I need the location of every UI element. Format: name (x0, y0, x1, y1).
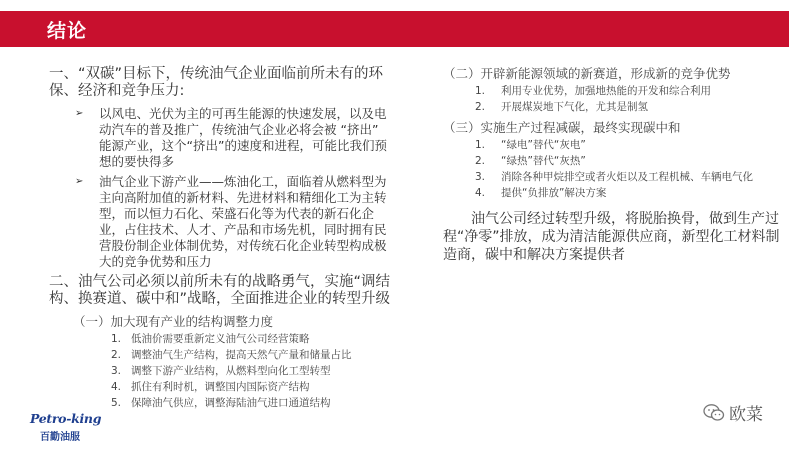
item-number: 3. (475, 171, 486, 183)
item-text: “绿热”替代“灰热” (501, 155, 586, 167)
arrow-bullet-icon: ➢ (75, 108, 84, 119)
right-column (443, 66, 788, 264)
company-logo (30, 411, 104, 445)
item-text: 开展煤炭地下气化，尤其是制氢 (501, 101, 648, 113)
item-number: 2. (475, 101, 486, 113)
item-number: 1. (111, 333, 122, 345)
item-text: 保障油气供应，调整海陆油气进口通道结构 (131, 397, 331, 409)
list-item (475, 84, 788, 98)
item-text: 调整油气生产结构，提高天然气产量和储量占比 (131, 349, 352, 361)
item-number: 5. (111, 397, 122, 409)
numbered-list (443, 138, 788, 200)
item-text: 调整下游产业结构，从燃料型向化工型转型 (131, 365, 331, 377)
item-number: 1. (475, 139, 486, 151)
list-item (111, 380, 394, 394)
subsection-title: （三）实施生产过程减碳，最终实现碳中和 (443, 120, 681, 135)
watermark (703, 400, 763, 425)
item-text: 消除各种甲烷排空或者火炬以及工程机械、车辆电气化 (501, 171, 753, 183)
list-item (111, 364, 394, 378)
wechat-icon (703, 403, 725, 423)
title-bar (0, 11, 789, 47)
section-2-heading: 二、油气公司必须以前所未有的战略勇气，实施“调结构、换赛道、碳中和”战略，全面推进企业的转型升级 (49, 274, 391, 307)
item-text: 抓住有利时机，调整国内国际资产结构 (131, 381, 310, 393)
logo-chinese: 百勤油服 (40, 432, 80, 443)
list-item (475, 154, 788, 168)
subsection-title: （一）加大现有产业的结构调整力度 (73, 314, 274, 329)
list-item (475, 170, 788, 184)
closing-statement: 油气公司经过转型升级，将脱胎换骨，做到生产过程“净零”排放，成为清洁能源供应商，新型化工材料制造商，碳中和解决方案提供者 (443, 211, 780, 263)
item-text: 利用专业优势，加强地热能的开发和综合利用 (501, 85, 711, 97)
list-item (475, 100, 788, 114)
item-text: 低油价需要重新定义油气公司经营策略 (131, 333, 310, 345)
left-column (49, 66, 394, 410)
numbered-list (443, 84, 788, 114)
watermark-text: 欧菜 (729, 405, 763, 425)
list-item (475, 138, 788, 152)
arrow-bullet-icon: ➢ (75, 176, 84, 187)
logo-english: Petro-king (30, 411, 102, 426)
item-number: 1. (475, 85, 486, 97)
item-number: 3. (111, 365, 122, 377)
item-text: 提供“负排放”解决方案 (501, 187, 607, 199)
list-item (111, 396, 394, 410)
item-number: 4. (475, 187, 486, 199)
list-item (475, 186, 788, 200)
item-number: 2. (111, 349, 122, 361)
bullet-text: 油气企业下游产业——炼油化工，面临着从燃料型为主向高附加值的新材料、先进材料和精细化工为主转型，而以恒力石化、荣盛石化等为代表的新石化企业，占住技术、人才、产品和市场先机，同时拥有民营股份制企业体制优势，对传统石化企业转型构成极大的竞争优势和压力 (99, 174, 387, 269)
item-text: “绿电”替代“灰电” (501, 139, 586, 151)
item-number: 2. (475, 155, 486, 167)
bullet-item (49, 106, 394, 170)
bullet-text: 以风电、光伏为主的可再生能源的快速发展，以及电动汽车的普及推广，传统油气企业必将会被 “挤出” 能源产业，这个“挤出”的速度和进程，可能比我们预想的要快得多 (99, 106, 387, 169)
bullet-item (49, 174, 394, 270)
section-1-heading: 一、“双碳”目标下，传统油气企业面临前所未有的环保、经济和竞争压力: (49, 66, 384, 99)
page-title: 结论 (47, 20, 88, 42)
numbered-list (49, 332, 394, 410)
list-item (111, 332, 394, 346)
list-item (111, 348, 394, 362)
subsection-title: （二）开辟新能源领域的新赛道，形成新的竞争优势 (443, 66, 731, 81)
item-number: 4. (111, 381, 122, 393)
